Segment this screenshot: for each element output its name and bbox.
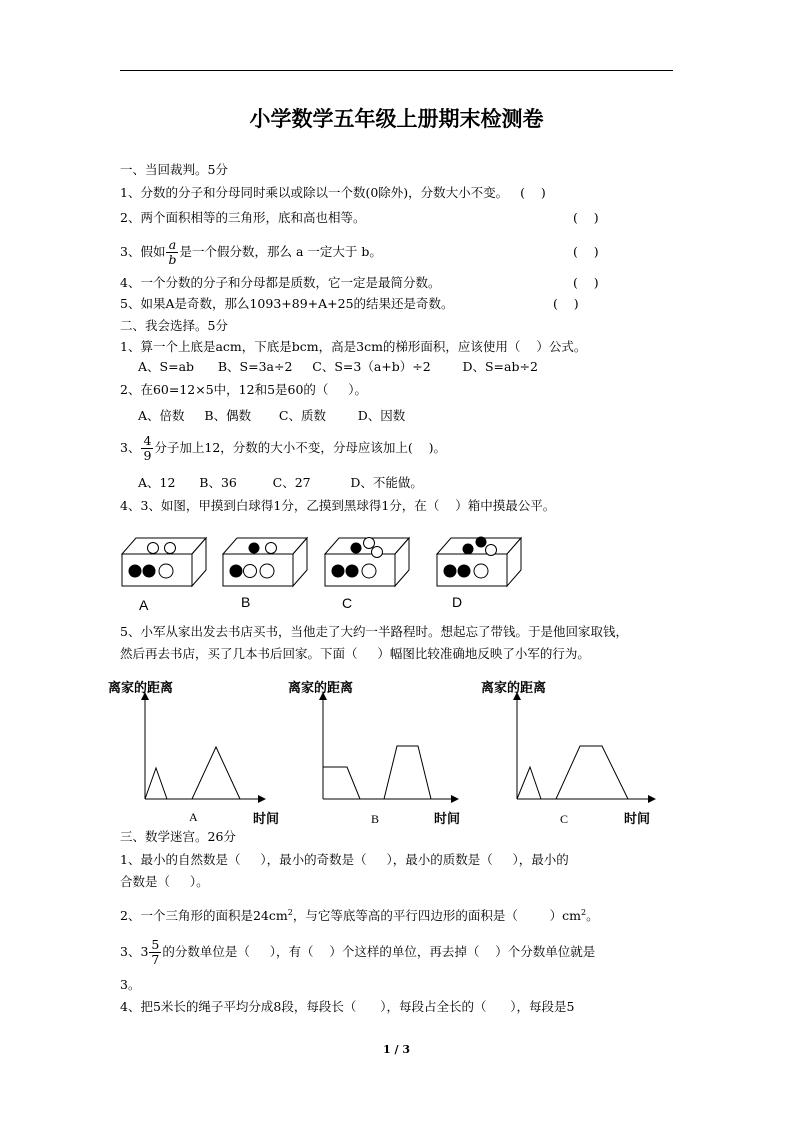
s3-q4: 4、把5米长的绳子平均分成8段，每段长（ ），每段占全长的（ ），每段是5 [120, 999, 575, 1014]
section-1-heading: 一、当回裁判。5分 [120, 162, 228, 177]
graph-a [145, 696, 262, 799]
section-3-heading: 三、数学迷宫。26分 [120, 829, 236, 844]
s2-q5-line1: 5、小军从家出发去书店买书，当他走了大约一半路程时。想起忘了带钱。于是他回家取钱， [120, 624, 628, 639]
fraction-4-9 [141, 434, 153, 463]
s1-q4-blank: ( ) [573, 275, 599, 290]
graph-b-label: B [371, 812, 380, 826]
s1-q5-blank: ( ) [553, 296, 579, 311]
s2-q1-options: A、S=ab B、S=3a÷2 C、S=3（a+b）÷2 D、S=ab÷2 [138, 359, 538, 374]
fraction-denominator: b [168, 252, 177, 267]
s2-q3 [120, 432, 446, 464]
box-label-a: A [139, 597, 149, 613]
box-d [437, 537, 521, 587]
box-label-c: C [342, 595, 353, 611]
s1-q3-pre: 3、假如 [120, 244, 166, 259]
s2-q4: 4、3、如图，甲摸到白球得1分，乙摸到黑球得1分，在（ ）箱中摸最公平。 [120, 498, 556, 513]
s2-q1: 1、算一个上底是acm，下底是bcm，高是3cm的梯形面积，应该使用（ ）公式。 [120, 339, 587, 354]
s2-q3-options: A、12 B、36 C、27 D、不能做。 [138, 475, 423, 490]
graph-c-ylabel: 离家的距离 [481, 681, 547, 696]
s2-q3-post: 分子加上12，分数的大小不变，分母应该加上( )。 [154, 440, 446, 455]
graph-b-ylabel: 离家的距离 [288, 681, 354, 696]
superscript-2: 2 [287, 908, 293, 917]
s1-q4: 4、一个分数的分子和分母都是质数，它一定是最简分数。 [120, 275, 441, 290]
box-a [122, 538, 206, 586]
fraction-a-b [166, 238, 178, 267]
distance-graphs [0, 690, 793, 830]
header-rule [120, 70, 673, 71]
s3-q2 [120, 905, 599, 924]
page-title: 小学数学五年级上册期末检测卷 [249, 107, 544, 131]
graph-c-xlabel: 时间 [624, 812, 651, 827]
s1-q3-post: 是一个假分数，那么 a 一定大于 b。 [179, 244, 382, 259]
graph-b [323, 696, 455, 799]
graph-a-label: A [189, 810, 198, 824]
s2-q2: 2、在60=12×5中，12和5是60的（ ）。 [120, 382, 368, 397]
s3-q3-pre: 3、3 [120, 944, 149, 959]
s3-q3 [120, 936, 595, 968]
s3-q1-line1: 1、最小的自然数是（ ），最小的奇数是（ ），最小的质数是（ ），最小的 [120, 852, 569, 867]
s3-q2-end: 。 [586, 908, 599, 924]
s2-q3-pre: 3、 [120, 440, 141, 455]
s3-q2-mid: ，与它等底等高的平行四边形的面积是（ ）cm [292, 908, 581, 924]
s1-q2: 2、两个面积相等的三角形，底和高也相等。 [120, 210, 366, 225]
fraction-numerator: 5 [151, 937, 160, 952]
s1-q3 [120, 236, 382, 268]
s1-q5: 5、如果A是奇数，那么1093+89+A+25的结果还是奇数。 [120, 296, 454, 311]
fraction-5-7 [149, 938, 161, 967]
graph-c-label: C [560, 812, 569, 826]
box-label-b: B [241, 594, 251, 610]
s3-q2-pre: 2、一个三角形的面积是24cm [120, 908, 288, 924]
s1-q3-blank: ( ) [573, 244, 599, 259]
s2-q2-options: A、倍数 B、偶数 C、质数 D、因数 [138, 408, 406, 423]
s2-q5-line2: 然后再去书店，买了几本书后回家。下面（ ）幅图比较准确地反映了小军的行为。 [120, 646, 590, 661]
fraction-denominator: 7 [151, 952, 160, 967]
s3-q3-post: 的分数单位是（ ），有（ ）个这样的单位，再去掉（ ）个分数单位就是 [162, 944, 596, 959]
graph-c [517, 696, 652, 799]
s3-q1-line2: 合数是（ ）。 [120, 874, 209, 889]
graph-a-ylabel: 离家的距离 [108, 681, 174, 696]
box-label-d: D [452, 594, 463, 610]
graph-a-xlabel: 时间 [253, 812, 280, 827]
fraction-denominator: 9 [143, 448, 152, 463]
fraction-numerator: 4 [143, 433, 152, 448]
superscript-2: 2 [580, 908, 587, 917]
ball-boxes-figure [0, 530, 793, 610]
section-2-heading: 二、我会选择。5分 [120, 318, 228, 333]
box-c [325, 538, 409, 587]
box-b [223, 538, 307, 586]
s3-q3-line2: 3。 [120, 977, 141, 992]
fraction-numerator: a [166, 238, 178, 253]
s1-q2-blank: ( ) [573, 210, 599, 225]
graph-b-xlabel: 时间 [434, 812, 461, 827]
s1-q1: 1、分数的分子和分母同时乘以或除以一个数(0除外)，分数大小不变。 ( ) [120, 185, 546, 200]
page-number: 1 / 3 [383, 1043, 410, 1056]
